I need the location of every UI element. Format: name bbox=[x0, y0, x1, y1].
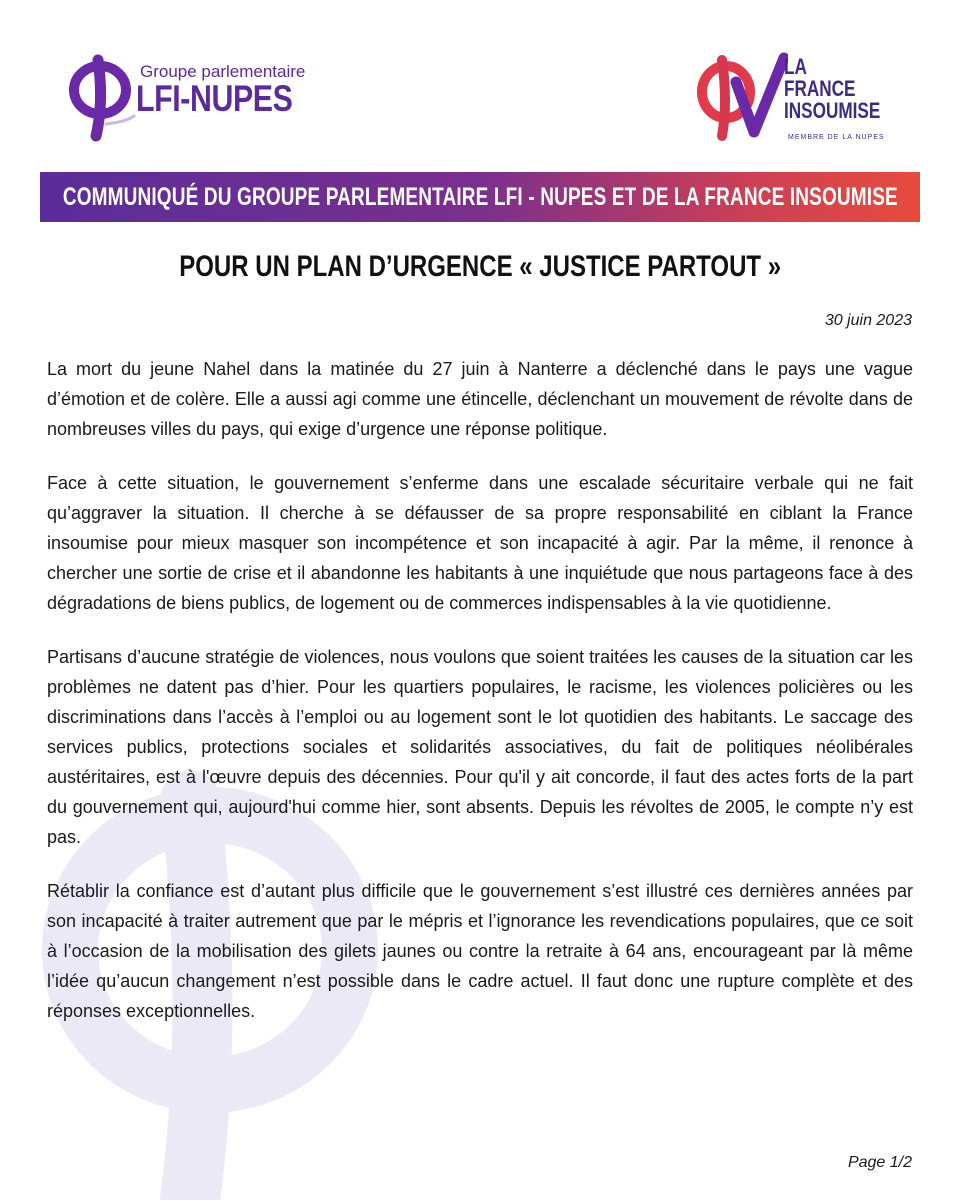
document-body bbox=[47, 354, 913, 1050]
document-title bbox=[0, 250, 960, 284]
page-number: Page 1/2 bbox=[847, 1154, 912, 1171]
logo-line-2: FRANCE bbox=[784, 76, 856, 101]
banner-text: COMMUNIQUÉ DU GROUPE PARLEMENTAIRE LFI - NUPES ET DE LA FRANCE INSOUMISE bbox=[62, 182, 898, 211]
paragraph-1: La mort du jeune Nahel dans la matinée du 27 juin à Nanterre a déclenché dans le pays une vague d’émotion et de colère. Elle a aussi agi comme une étincelle, déclenchant un mouvement de révolte dans de nombreuses villes du pays, qui exige d’urgence une réponse politique. bbox=[47, 359, 913, 439]
communique-banner bbox=[40, 172, 920, 222]
logo-subtitle: Groupe parlementaire bbox=[140, 62, 306, 81]
paragraph-2: Face à cette situation, le gouvernement s’enferme dans une escalade sécuritaire verbale qui ne fait qu’aggraver la situation. Il cherche à se défausser de sa propre responsabilité en ciblant la France insoumise pour mieux masquer son incompétence et son incapacité à agir. Par la même, il renonce à chercher une sortie de crise et il abandonne les habitants à une inquiétude que nous partageons face à des dégradations de biens publics, de logement ou de commerces indispensables à la vie quotidienne. bbox=[47, 473, 913, 613]
lfi-nupes-logo bbox=[66, 52, 306, 142]
title-text: POUR UN PLAN D’URGENCE « JUSTICE PARTOUT » bbox=[179, 250, 781, 283]
la-france-insoumise-logo bbox=[692, 52, 902, 152]
logo-name: LFI-NUPES bbox=[136, 78, 293, 119]
document-date: 30 juin 2023 bbox=[824, 312, 912, 329]
logo-line-3: INSOUMISE bbox=[784, 98, 881, 123]
logo-line-1: LA bbox=[784, 54, 807, 79]
logo-wordmark bbox=[784, 56, 880, 122]
phi-logo-icon bbox=[66, 52, 136, 142]
logo-tagline: MEMBRE DE LA NUPES bbox=[788, 134, 885, 141]
phi-v-logo-icon bbox=[692, 52, 788, 142]
paragraph-4: Rétablir la confiance est d’autant plus difficile que le gouvernement s’est illustré ces dernières années par son incapacité à traiter autrement que par le mépris et l’ignorance les revendications populaires, que ce soit à l’occasion de la mobilisation des gilets jaunes ou contre la retraite à 64 ans, encourageant par là même l’idée qu’aucun changement n’est possible dans le cadre actuel. Il faut donc une rupture complète et des réponses exceptionnelles. bbox=[47, 881, 913, 1021]
paragraph-3: Partisans d’aucune stratégie de violences, nous voulons que soient traitées les causes de la situation car les problèmes ne datent pas d’hier. Pour les quartiers populaires, le racisme, les violences policières ou les discriminations dans l’accès à l’emploi ou au logement sont le lot quotidien des habitants. Le saccage des services publics, protections sociales et solidarités associatives, du fait de politiques néolibérales austéritaires, est à l'œuvre depuis des décennies. Pour qu'il y ait concorde, il faut des actes forts de la part du gouvernement qui, aujourd'hui comme hier, sont absents. Depuis les révoltes de 2005, le compte n’y est pas. bbox=[47, 647, 913, 847]
